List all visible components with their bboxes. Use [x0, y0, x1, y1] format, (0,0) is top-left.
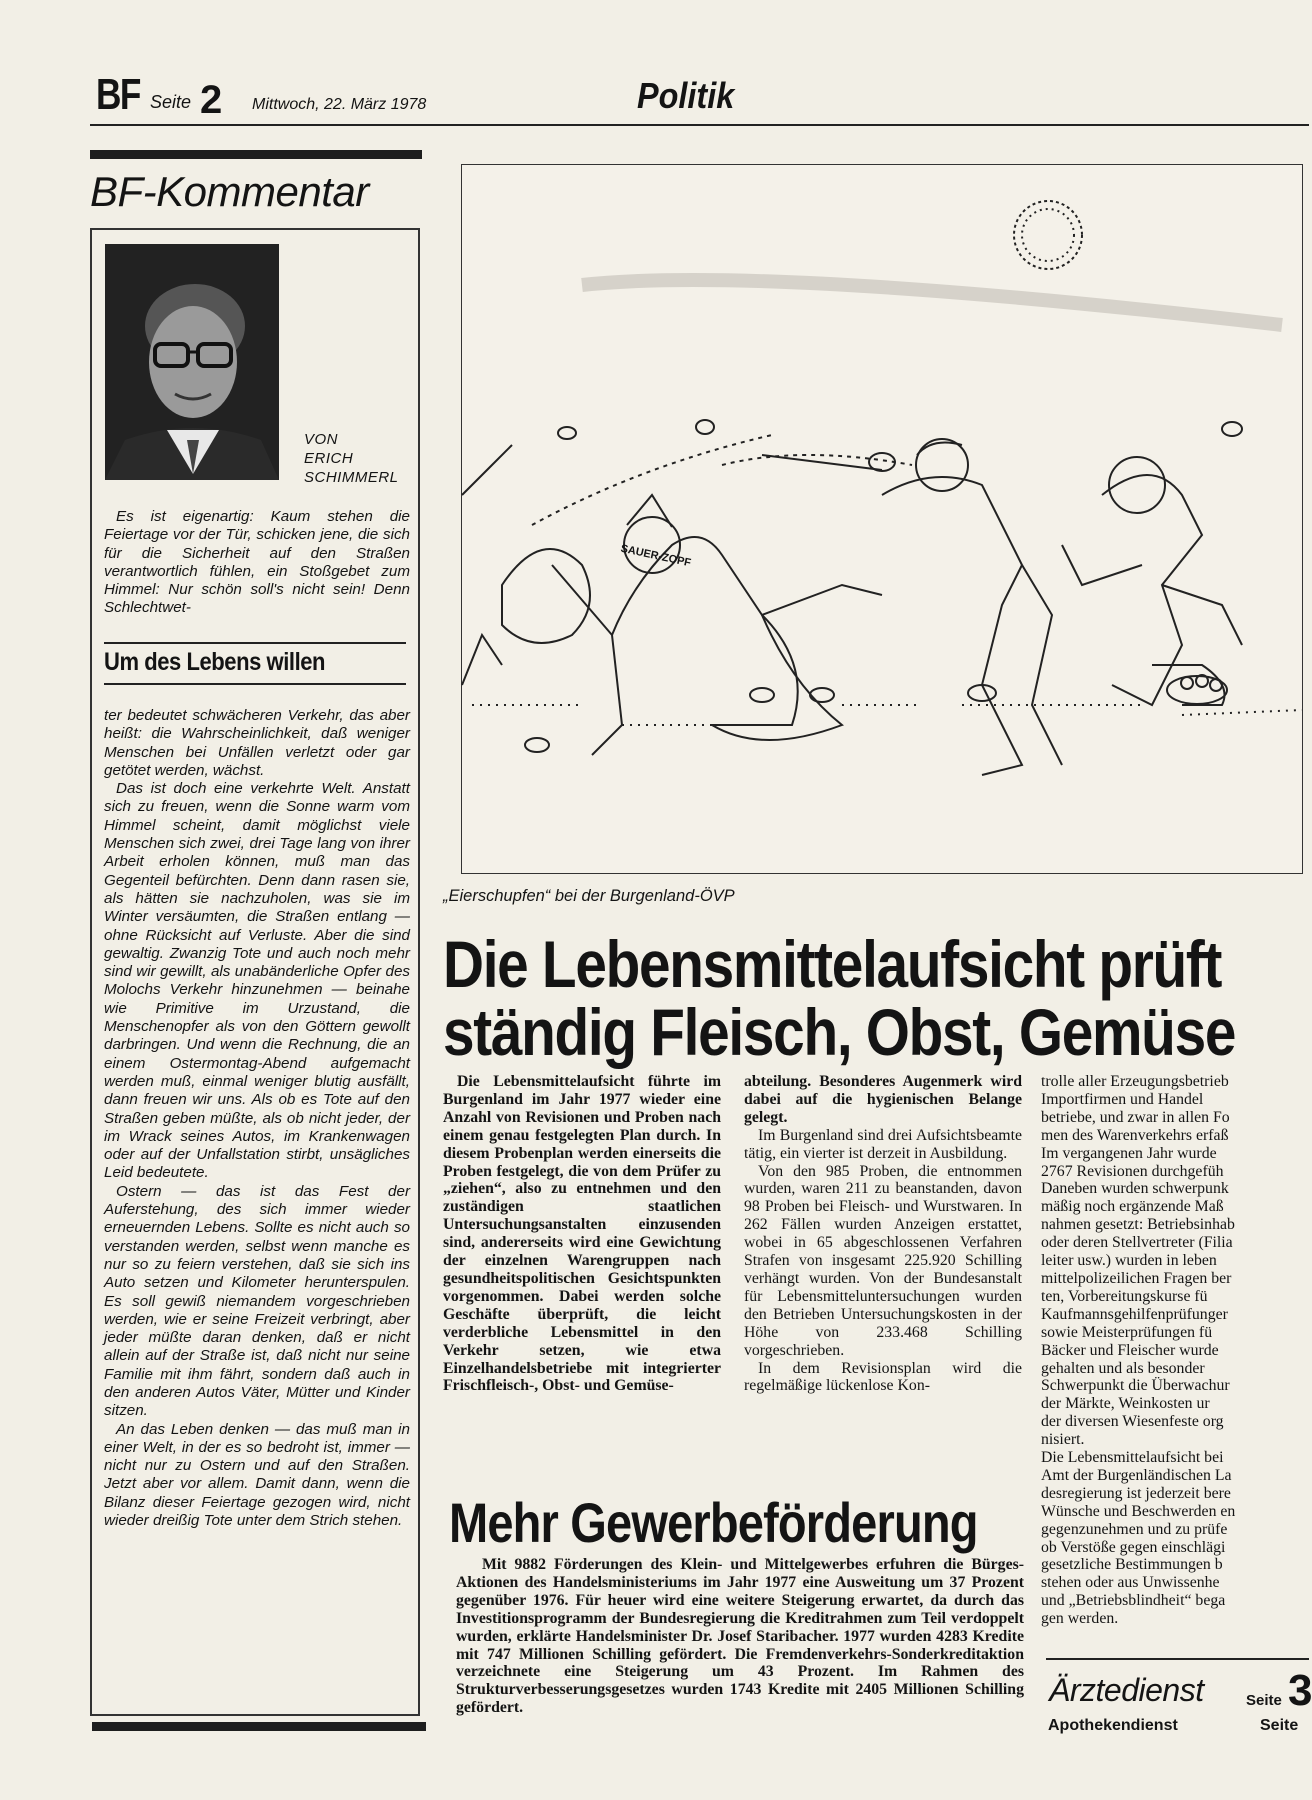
section-title: Politik: [637, 75, 735, 116]
newspaper-logo: BF: [96, 70, 140, 119]
article-paragraph: Die Lebensmittelaufsicht führte im Burgenland im Jahr 1977 wieder eine Anzahl von Revisionen und Proben nach einem genau festgelegten Plan durch. In diesem Probenplan werden einerseits die Proben festgelegt, die von dem Prüfer zu „ziehen“, also zu entnehmen und den zuständigen staatlichen Untersuchungsanstalten einzusenden sind, andererseits wird eine Gewichtung der einzelnen Warengruppen nach gesundheitspolitischen Gesichtspunkten vorgenommen. Dabei werden solche Geschäfte überprüft, die leicht verderbliche Lebensmittel in den Verkehr setzen, wie etwa Einzelhandelsbetriebe mit integrierter Frischfleisch-, Obst- und Gemüse-: [443, 1073, 721, 1395]
article-line: Importfirmen und Handel: [1041, 1090, 1204, 1108]
byline-von: VON: [304, 431, 339, 448]
service-page-number: 3: [1288, 1666, 1312, 1715]
article-line: gesetzliche Bestimmungen b: [1041, 1556, 1223, 1574]
article-line: ten, Vorbereitungskurse fü: [1041, 1287, 1208, 1305]
service-box-rule: [1046, 1658, 1309, 1660]
article-line: sowie Meisterprüfungen fü: [1041, 1323, 1213, 1341]
page-label: Seite: [150, 92, 192, 112]
cartoon-label: SAUER-ZOPF: [619, 542, 692, 570]
article-line: Bäcker und Fleischer wurde: [1041, 1341, 1219, 1359]
article-line: oder deren Stellvertreter (Filia: [1041, 1234, 1233, 1252]
article-line: nisiert.: [1041, 1431, 1085, 1449]
article-column-3: [1041, 1073, 1309, 1628]
article-line: Daneben wurden schwerpunk: [1041, 1180, 1229, 1198]
article-paragraph: abteilung. Besonderes Augenmerk wird dabei auf die hygienischen Belange gelegt.: [744, 1073, 1022, 1126]
article-line: Schwerpunkt die Überwachur: [1041, 1377, 1230, 1395]
article-line: der Märkte, Weinkosten ur: [1041, 1395, 1210, 1413]
comment-intro: [104, 508, 410, 618]
article-paragraph: In dem Revisionsplan wird die regelmäßige lückenlose Kon-: [744, 1359, 1022, 1395]
header-rule: [90, 124, 1309, 126]
comment-paragraph: ter bedeutet schwächeren Verkehr, das aber heißt: die Wahrscheinlichkeit, daß weniger Menschen bei Unfällen verletzt oder gar getötet werden, wächst.: [104, 707, 410, 779]
comment-body: [104, 707, 410, 1530]
page-number: 2: [200, 78, 223, 122]
article-line: gen werden.: [1041, 1610, 1119, 1628]
article-line: der diversen Wiesenfeste org: [1041, 1413, 1224, 1431]
article-headline: [443, 927, 1236, 1069]
article-line: mäßig noch ergänzende Maß: [1041, 1198, 1224, 1216]
article-line: men des Warenverkehrs erfaß: [1041, 1126, 1229, 1144]
author-portrait: [105, 244, 279, 480]
subtitle-rule-bottom: [104, 683, 406, 685]
article-line: stehen oder aus Unwissenhe: [1041, 1574, 1220, 1592]
article-paragraph: Von den 985 Proben, die entnommen wurden, waren 211 zu beanstanden, davon 98 Proben bei Fleisch- und Wurstwaren. In 262 Fällen wurden Anzeigen erstattet, wobei in 65 abgeschlossenen Verfahren Strafen von insgesamt 225.920 Schilling verhängt wurden. Von der Bundesanstalt für Lebensmitteluntersuchungen wurden den Betrieben Untersuchungskosten in der Höhe von 233.468 Schilling vorgeschrieben.: [744, 1162, 1022, 1359]
headline-line-2: ständig Fleisch, Obst, Gemüse: [443, 995, 1236, 1069]
article-line: gegenzunehmen und zu prüfe: [1041, 1520, 1228, 1538]
sun-icon: [1014, 201, 1082, 269]
comment-top-bar: [90, 150, 422, 159]
article-line: Amt der Burgenländischen La: [1041, 1466, 1232, 1484]
subtitle-rule-top: [104, 642, 406, 644]
article-line: betriebe, und zwar in allen Fo: [1041, 1108, 1230, 1126]
article-line: desregierung ist jederzeit bere: [1041, 1484, 1231, 1502]
comment-bottom-bar: [92, 1722, 426, 1731]
pharmacy-page-label: Seite: [1260, 1717, 1299, 1734]
issue-date: Mittwoch, 22. März 1978: [252, 96, 427, 113]
article-line: Wünsche und Beschwerden en: [1041, 1502, 1236, 1520]
byline-first-name: ERICH: [304, 450, 354, 467]
pharmacy-service-label: Apothekendienst: [1048, 1717, 1178, 1734]
service-title: Ärztedienst: [1049, 1672, 1204, 1708]
comment-intro-paragraph: Es ist eigenartig: Kaum stehen die Feiertage vor der Tür, schicken jene, die sich für die Sicherheit auf den Straßen verantwortlich fühlen, ein Stoßgebet zum Himmel: Nur schön soll's nicht sein! Denn Schlechtwet-: [104, 508, 410, 617]
article-column-2: [744, 1073, 1022, 1395]
service-page-label: Seite: [1246, 1692, 1282, 1709]
article2-headline: Mehr Gewerbeförderung: [449, 1491, 978, 1554]
comment-paragraph: Ostern — das ist das Fest der Auferstehung, des sich immer wieder erneuernden Lebens. Sollte es nicht auch so verstanden werden, selbst wenn manche es nur so zu feiern verstehen, daß sie sich ins Auto setzen und Kilometer herunterspulen. Es soll gewiß niemandem vorgeschrieben werden, wie er seine Freizeit verbringt, aber jeder müßte daran denken, daß er nicht allein auf der Straße ist, daß nicht nur seine Familie mit ihm fährt, sondern daß auch in den anderen Autos Väter, Mütter und Kinder sitzen.: [104, 1182, 410, 1420]
article-line: Kaufmannsgehilfenprüfunger: [1041, 1305, 1228, 1323]
article-line: Die Lebensmittelaufsicht bei: [1041, 1449, 1224, 1467]
article-line: nahmen gesetzt: Betriebsinhab: [1041, 1216, 1235, 1234]
article-line: leiter usw.) wurden in leben: [1041, 1252, 1217, 1270]
author-byline: [304, 430, 399, 487]
article-paragraph: Im Burgenland sind drei Aufsichtsbeamte tätig, ein vierter ist derzeit in Ausbildung.: [744, 1126, 1022, 1162]
comment-title: BF-Kommentar: [90, 168, 369, 215]
article-line: mittelpolizeilichen Fragen ber: [1041, 1269, 1232, 1287]
political-cartoon: [461, 164, 1303, 874]
comment-subtitle: Um des Lebens willen: [104, 648, 326, 676]
article-line: 2767 Revisionen durchgefüh: [1041, 1162, 1224, 1180]
article-line: Im vergangenen Jahr wurde: [1041, 1144, 1217, 1162]
byline-last-name: SCHIMMERL: [304, 469, 399, 486]
cartoon-caption: „Eierschupfen“ bei der Burgenland-ÖVP: [443, 887, 735, 905]
article-line: ob Verstöße gegen einschlägi: [1041, 1538, 1226, 1556]
comment-paragraph: Das ist doch eine verkehrte Welt. Anstatt sich zu freuen, wenn die Sonne warm vom Himmel scheint, damit möglichst viele Menschen sich zwei, drei Tage lang von ihrer Arbeit erholen können, muß man das Gegenteil befürchten. Denn dann rasen sie, als hätten sie nachzuholen, was sie im Winter versäumten, die Straßen entlang — ohne Rücksicht auf Verluste. Aber die sind gewaltig. Zwanzig Tote und auch noch mehr sind wir gewillt, als unabänderliche Opfer des Molochs Verkehr hinzunehmen — beinahe wie Primitive im Urzustand, die Menschenopfer als von den Göttern gewollt darbringen. Und wenn die Rechnung, die an einem Ostermontag-Abend aufgemacht werden muß, einmal weniger blutig ausfällt, dann freuen wir uns. Als ob es Tote auf den Straßen geben müßte, als ob nicht jeder, der im Wrack seines Autos, im Krankenwagen oder auf der Unfallstation stirbt, unsägliches Leid bedeutete.: [104, 780, 410, 1182]
article2-paragraph: Mit 9882 Förderungen des Klein- und Mittelgewerbes erfuhren die Bürges-Aktionen des Handelsministeriums im Jahr 1977 eine Ausweitung um 37 Prozent gegenüber 1976. Für heuer wird eine weitere Steigerung erwartet, da durch das Investitionsprogramm der Bundesregierung die Kreditrahmen zum Teil verdoppelt wurden, erklärte Handelsminister Dr. Josef Staribacher. 1977 wurden 4283 Kredite mit 747 Millionen Schilling gefördert. Die Fremdenverkehrs-Sonderkreditaktion verzeichnete eine Steigerung um 43 Prozent. Im Rahmen des Strukturverbesserungsgesetzes wurden 1743 Kredite mit 2405 Millionen Schilling gefördert.: [456, 1556, 1024, 1717]
article-column-1: [443, 1073, 721, 1395]
article2-body: [456, 1556, 1024, 1717]
comment-paragraph: An das Leben denken — das muß man in einer Welt, in der es so bedroht ist, immer — nicht nur zu Ostern und auf den Straßen. Jetzt aber vor allem. Damit dann, wenn die Bilanz dieser Feiertage gezogen wird, nicht wieder dreißig Tote unter dem Strich stehen.: [104, 1420, 410, 1530]
article-line: trolle aller Erzeugungsbetrieb: [1041, 1073, 1229, 1090]
headline-line-1: Die Lebensmittelaufsicht prüft: [443, 927, 1222, 1001]
article-line: und „Betriebsblindheit“ bega: [1041, 1592, 1226, 1610]
article-line: gehalten und als besonder: [1041, 1359, 1205, 1377]
